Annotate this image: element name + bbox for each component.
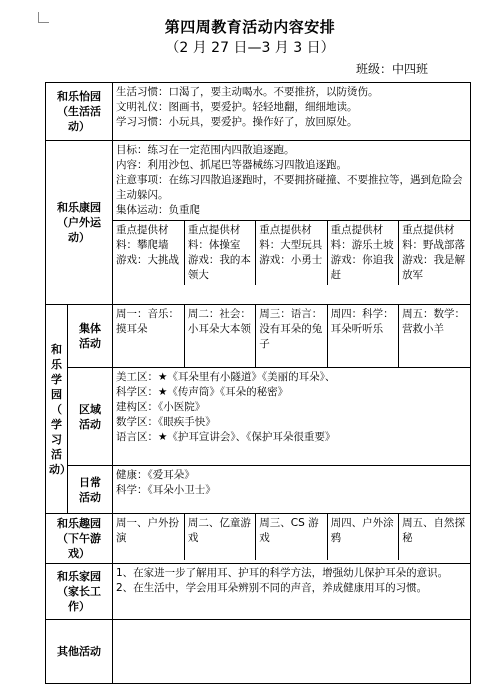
other-content [113,620,471,684]
group-day-cell: 周一：音乐：摸耳朵 [113,305,184,367]
learning-section-label [46,305,71,514]
learning-label-char: 学 [51,417,62,431]
afternoon-label-title: 和乐趣园 [57,517,101,530]
learning-label-char: 动） [49,462,71,476]
area-activity-content [113,368,471,466]
learning-label-char: 和 [51,342,62,356]
group-activity-row [46,305,471,368]
group-activity-content [113,305,471,368]
area-line: 美工区：★《耳朵里有小隧道》《美丽的耳朵》、 [116,371,336,383]
learning-label-char: 园 [51,387,62,401]
area-line: 科学区：★《传声筒》《耳朵的秘密》 [116,386,289,398]
learning-label-char: 乐 [51,357,62,371]
other-row [46,620,471,684]
group-label-line: 活动 [79,337,101,350]
life-section-label [46,83,113,141]
afternoon-day-cell: 周二、亿童游戏 [184,514,255,560]
material-cell: 重点提供材料：体操室 游戏：我的本领大 [184,221,255,286]
area-activity-label [68,368,113,466]
group-day-cell: 周二：社会：小耳朵大本领 [184,305,255,367]
outdoor-content [113,141,471,305]
life-content [113,83,471,141]
life-line: 学习习惯：小玩具，要爱护。操作好了，放回原处。 [116,116,358,128]
area-line: 建构区：《小医院》 [116,401,206,413]
afternoon-day-cell: 周五、自然探秘 [399,514,470,560]
outdoor-line: 注意事项：在练习四散追逐跑时，不要拥挤碰撞、不要推拉等，遇到危险会主动躲闪。 [116,174,463,201]
afternoon-day-cell: 周四、户外涂鸦 [327,514,398,560]
class-label: 班级：中四班 [355,62,428,76]
schedule-table [45,82,471,684]
group-day-cell: 周五：数学：营救小羊 [399,305,470,367]
life-label-title: 和乐怡园 [57,90,101,103]
document-title: 第四周教育活动内容安排 [164,18,336,36]
afternoon-label-sub: （下午游戏） [57,532,101,560]
family-row [46,564,471,620]
group-day-cell: 周四：科学：耳朵听听乐 [327,305,398,367]
material-cell: 重点提供材料：大型玩具 游戏：小勇士 [256,221,327,286]
life-line: 生活习惯：口渴了，要主动喝水。不要推挤，以防烫伤。 [116,86,379,98]
afternoon-day-cell: 周一、户外扮演 [113,514,184,560]
life-line: 文明礼仪：图画书，要爱护。轻轻地翻，细细地读。 [116,101,358,113]
afternoon-days-table [113,514,470,560]
area-label-line: 活动 [79,417,101,431]
family-line: 2、在生活中，学会用耳朵辨别不同的声音，养成健康用耳的习惯。 [116,582,428,594]
learning-label-char: 学 [51,372,62,386]
outdoor-label-title: 和乐康园 [57,201,101,214]
family-content [113,564,471,620]
daily-activity-row [46,466,471,514]
area-activity-row [46,368,471,466]
outdoor-section-label [46,141,113,305]
outdoor-line: 内容：利用沙包、抓尾巴等器械练习四散追逐跑。 [116,159,347,171]
daily-line: 健康：《爱耳朵》 [116,469,195,481]
daily-activity-label [68,466,113,514]
other-section-label: 其他活动 [46,620,113,684]
life-row [46,83,471,141]
group-day-cell: 周三：语言：没有耳朵的兔子 [256,305,327,367]
afternoon-day-cell: 周三、CS 游戏 [256,514,327,560]
afternoon-content [113,514,471,564]
learning-label-char: 习 [51,432,62,446]
daily-label-line: 活动 [79,490,101,504]
afternoon-row [46,514,471,564]
area-line: 数学区：《眼疾手快》 [116,416,216,428]
materials-table [113,220,470,285]
material-cell: 重点提供材料：攀爬墙 游戏：大挑战 [113,221,184,286]
family-line: 1、在家进一步了解用耳、护耳的科学方法，增强幼儿保护耳朵的意识。 [116,567,449,579]
outdoor-line: 集体运动：负重爬 [116,204,200,216]
daily-line: 科学：《耳朵小卫士》 [116,484,216,496]
family-label-sub: （家长工作） [57,585,101,613]
material-cell: 重点提供材料：野战部落 游戏：我是解放军 [399,221,470,286]
material-cell: 重点提供材料：游乐土坡 游戏：你追我赶 [327,221,398,286]
outdoor-label-sub: （户外运动） [57,216,101,244]
life-label-sub: （生活活动） [57,105,101,133]
family-label-title: 和乐家园 [57,570,101,583]
date-range: （2 月 27 日—3 月 3 日） [165,40,335,56]
daily-activity-content [113,466,471,514]
group-activity-label [68,305,113,368]
afternoon-section-label [46,514,113,564]
learning-label-char: 活 [51,447,62,461]
group-label-line: 集体 [79,322,101,335]
group-days-table [113,305,470,367]
area-label-line: 区域 [79,402,101,416]
family-section-label [46,564,113,620]
area-line: 语言区：★《护耳宣讲会》、《保护耳朵很重要》 [116,431,336,443]
outdoor-row [46,141,471,305]
learning-label-char: （ [51,402,62,416]
outdoor-line: 目标：练习在一定范围内四散追逐跑。 [116,144,295,156]
daily-label-line: 日常 [79,475,101,489]
